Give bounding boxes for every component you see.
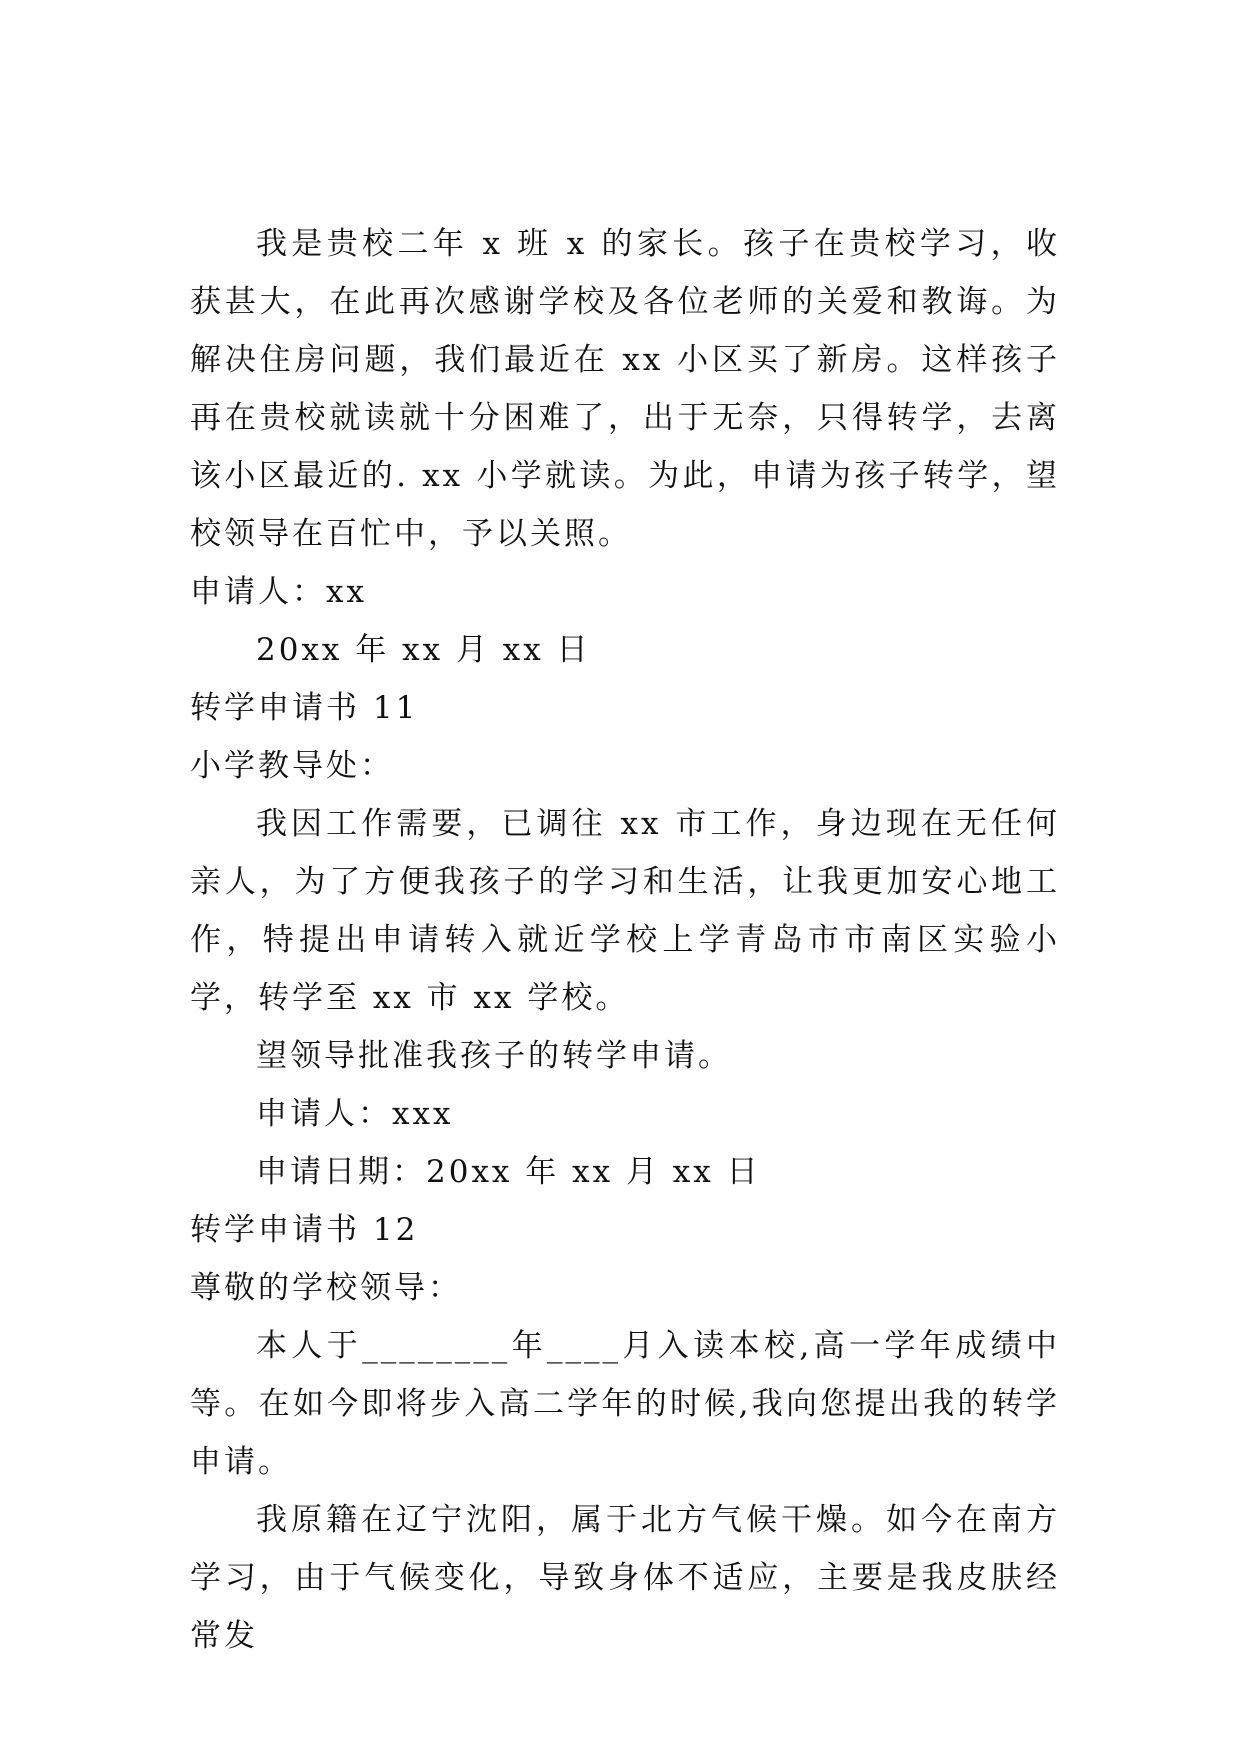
document-body (190, 215, 1060, 1665)
paragraph-parent-letter: 我是贵校二年 x 班 x 的家长。孩子在贵校学习，收获甚大，在此再次感谢学校及各位老师的关爱和教诲。为解决住房问题，我们最近在 xx 小区买了新房。这样孩子再在贵校就读就十分困难了，出于无奈，只得转学，去离该小区最近的. xx 小学就读。为此，申请为孩子转学，望校领导在百忙中，予以关照。 (190, 226, 1060, 552)
salutation-12: 尊敬的学校领导： (190, 1270, 462, 1306)
date-line: 20xx 年 xx 月 xx 日 (256, 632, 591, 668)
date-line-2: 申请日期：20xx 年 xx 月 xx 日 (256, 1154, 761, 1190)
paragraph-climate: 我原籍在辽宁沈阳，属于北方气候干燥。如今在南方学习，由于气候变化，导致身体不适应，主要是我皮肤经常发 (190, 1502, 1060, 1654)
section-heading-11: 转学申请书 11 (190, 690, 419, 726)
section-heading-12: 转学申请书 12 (190, 1212, 419, 1248)
applicant-line: 申请人：xx (190, 574, 367, 610)
paragraph-request: 望领导批准我孩子的转学申请。 (256, 1038, 732, 1074)
salutation-11: 小学教导处： (190, 748, 394, 784)
applicant-line-2: 申请人：xxx (256, 1096, 454, 1132)
paragraph-work-transfer: 我因工作需要，已调往 xx 市工作，身边现在无任何亲人，为了方便我孩子的学习和生活，让我更加安心地工作，特提出申请转入就近学校上学青岛市市南区实验小学，转学至 xx 市 xx 学校。 (190, 806, 1060, 1016)
paragraph-enrollment: 本人于________年____月入读本校,高一学年成绩中等。在如今即将步入高二学年的时候,我向您提出我的转学申请。 (190, 1328, 1060, 1480)
